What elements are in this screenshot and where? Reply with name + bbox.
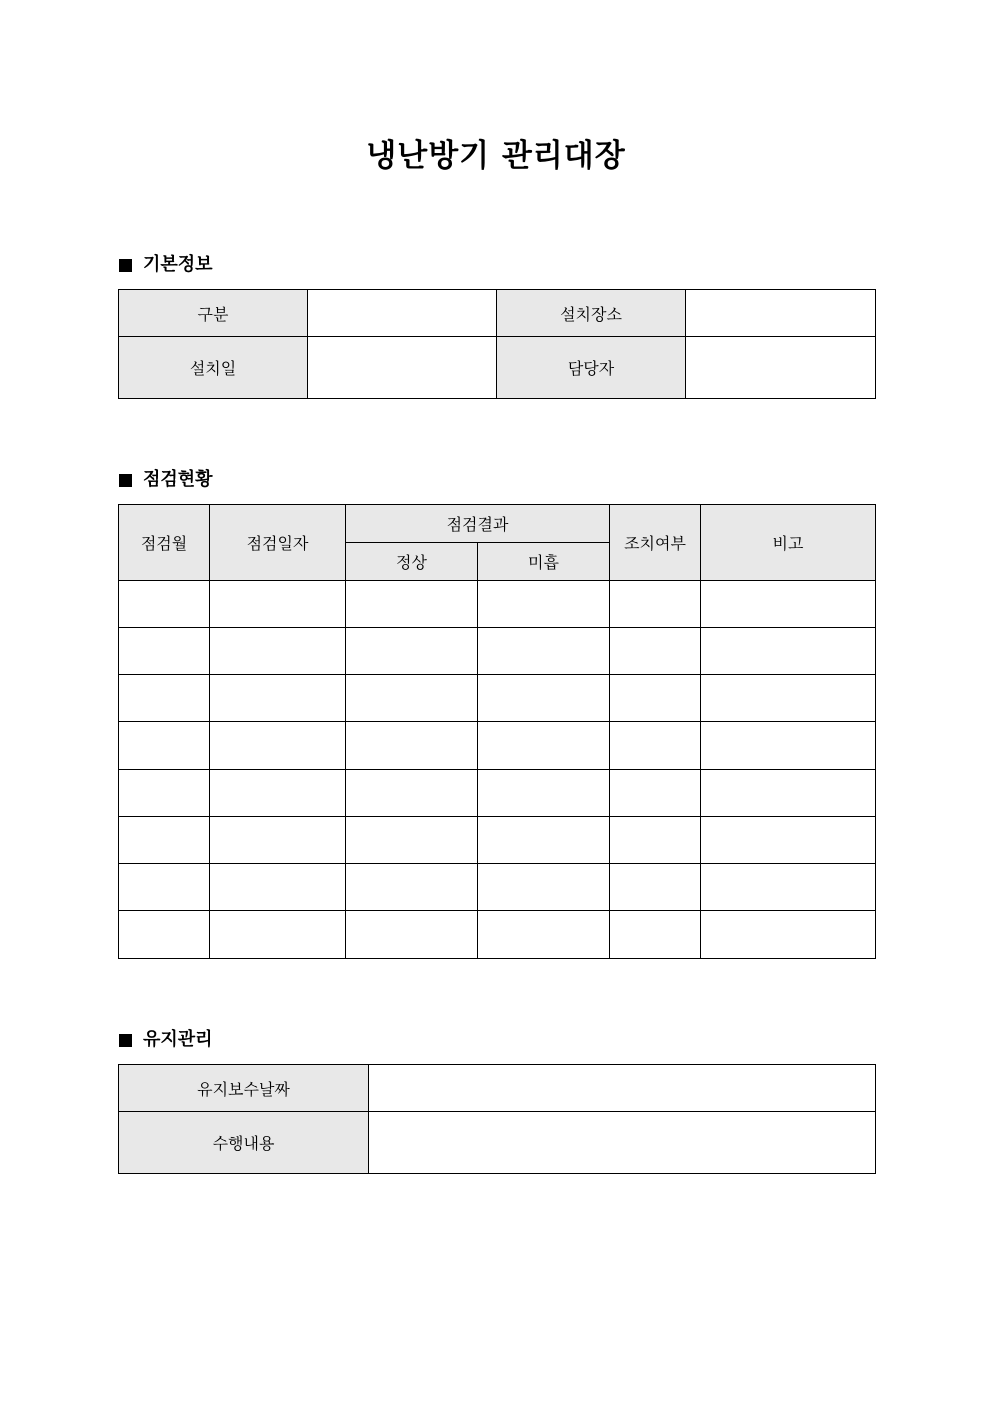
maintenance-content-label: 수행내용: [119, 1112, 369, 1174]
table-row: [119, 1112, 876, 1174]
inspection-table: [118, 504, 876, 959]
section-maintenance-heading: [119, 1028, 213, 1052]
cell-action[interactable]: [610, 864, 701, 911]
cell-month[interactable]: [119, 864, 210, 911]
install-location-field[interactable]: [686, 290, 876, 337]
section-basic-info-heading: [119, 253, 213, 277]
table-row: [119, 581, 876, 628]
header-result: 점검결과: [346, 505, 610, 543]
cell-normal[interactable]: [346, 581, 478, 628]
cell-action[interactable]: [610, 581, 701, 628]
section-inspection-heading: [119, 468, 213, 492]
table-row: [119, 911, 876, 959]
cell-poor[interactable]: [478, 628, 610, 675]
cell-remarks[interactable]: [701, 722, 876, 770]
cell-month[interactable]: [119, 911, 210, 959]
maintenance-date-field[interactable]: [369, 1065, 876, 1112]
header-month: 점검월: [119, 505, 210, 581]
cell-poor[interactable]: [478, 770, 610, 817]
header-normal: 정상: [346, 543, 478, 581]
cell-date[interactable]: [210, 770, 346, 817]
cell-month[interactable]: [119, 628, 210, 675]
cell-action[interactable]: [610, 722, 701, 770]
cell-normal[interactable]: [346, 864, 478, 911]
cell-date[interactable]: [210, 911, 346, 959]
cell-remarks[interactable]: [701, 817, 876, 864]
table-row: [119, 817, 876, 864]
maintenance-date-label: 유지보수날짜: [119, 1065, 369, 1112]
cell-normal[interactable]: [346, 817, 478, 864]
cell-date[interactable]: [210, 864, 346, 911]
square-bullet-icon: [119, 1034, 132, 1047]
table-row: [119, 722, 876, 770]
cell-month[interactable]: [119, 581, 210, 628]
cell-action[interactable]: [610, 911, 701, 959]
install-date-label: 설치일: [119, 337, 308, 399]
document-title: 냉난방기 관리대장: [366, 138, 626, 174]
install-date-field[interactable]: [308, 337, 497, 399]
cell-month[interactable]: [119, 675, 210, 722]
category-label: 구분: [119, 290, 308, 337]
cell-poor[interactable]: [478, 817, 610, 864]
cell-date[interactable]: [210, 675, 346, 722]
cell-action[interactable]: [610, 628, 701, 675]
table-row: [119, 770, 876, 817]
table-row: [119, 337, 876, 399]
cell-remarks[interactable]: [701, 628, 876, 675]
maintenance-table: [118, 1064, 876, 1174]
cell-normal[interactable]: [346, 911, 478, 959]
cell-poor[interactable]: [478, 722, 610, 770]
manager-field[interactable]: [686, 337, 876, 399]
cell-remarks[interactable]: [701, 864, 876, 911]
table-header-row: [119, 505, 876, 543]
square-bullet-icon: [119, 259, 132, 272]
cell-date[interactable]: [210, 722, 346, 770]
cell-action[interactable]: [610, 770, 701, 817]
header-date: 점검일자: [210, 505, 346, 581]
header-remarks: 비고: [701, 505, 876, 581]
section-inspection-label: 점검현황: [143, 469, 213, 490]
table-row: [119, 675, 876, 722]
section-basic-info-label: 기본정보: [143, 254, 213, 275]
header-poor: 미흡: [478, 543, 610, 581]
table-row: [119, 1065, 876, 1112]
cell-month[interactable]: [119, 817, 210, 864]
cell-action[interactable]: [610, 675, 701, 722]
square-bullet-icon: [119, 474, 132, 487]
table-row: [119, 290, 876, 337]
cell-poor[interactable]: [478, 864, 610, 911]
cell-action[interactable]: [610, 817, 701, 864]
cell-remarks[interactable]: [701, 675, 876, 722]
maintenance-content-field[interactable]: [369, 1112, 876, 1174]
cell-remarks[interactable]: [701, 581, 876, 628]
section-maintenance-label: 유지관리: [143, 1029, 213, 1050]
cell-normal[interactable]: [346, 675, 478, 722]
basic-info-table: [118, 289, 876, 399]
cell-normal[interactable]: [346, 628, 478, 675]
cell-normal[interactable]: [346, 770, 478, 817]
cell-date[interactable]: [210, 628, 346, 675]
cell-month[interactable]: [119, 722, 210, 770]
cell-date[interactable]: [210, 817, 346, 864]
cell-poor[interactable]: [478, 675, 610, 722]
category-field[interactable]: [308, 290, 497, 337]
cell-remarks[interactable]: [701, 911, 876, 959]
manager-label: 담당자: [497, 337, 686, 399]
table-row: [119, 628, 876, 675]
cell-poor[interactable]: [478, 911, 610, 959]
install-location-label: 설치장소: [497, 290, 686, 337]
cell-normal[interactable]: [346, 722, 478, 770]
cell-date[interactable]: [210, 581, 346, 628]
cell-poor[interactable]: [478, 581, 610, 628]
header-action: 조치여부: [610, 505, 701, 581]
cell-month[interactable]: [119, 770, 210, 817]
table-row: [119, 864, 876, 911]
cell-remarks[interactable]: [701, 770, 876, 817]
